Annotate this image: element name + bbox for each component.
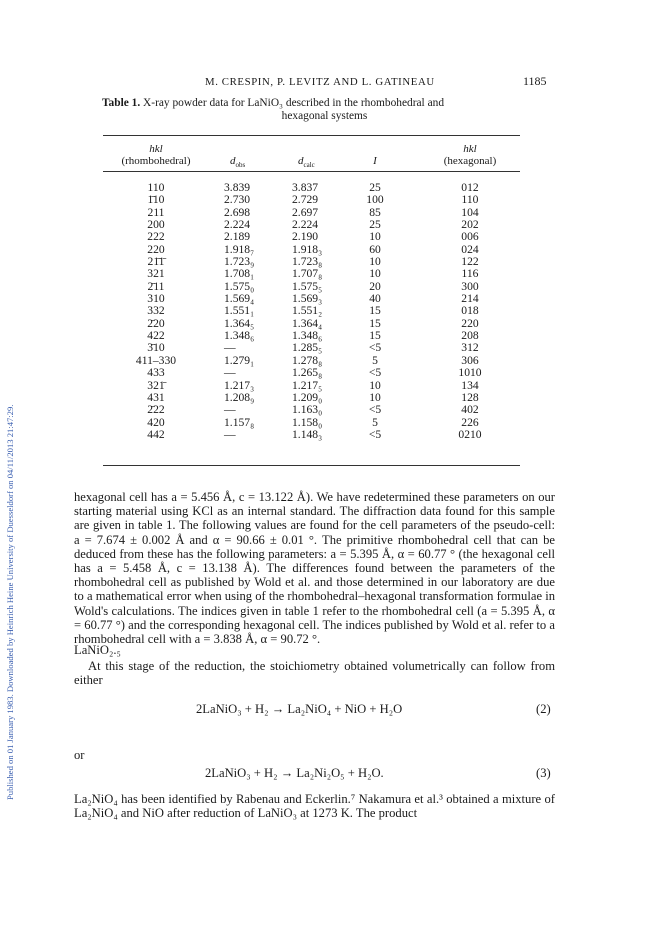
table-cell-hkl: 2̄20: [147, 316, 165, 330]
running-head: M. CRESPIN, P. LEVITZ AND L. GATINEAU: [205, 76, 435, 88]
table-cell-hex: 012: [461, 181, 479, 194]
table-cell-dobs: —: [224, 341, 236, 355]
table-cell-hex: 202: [461, 218, 479, 232]
table-cell-hex: 208: [461, 329, 479, 343]
table-cell-dcalc: 1.723₈: [292, 255, 323, 269]
table-cell-hkl: 321̄: [147, 378, 165, 392]
table-cell-i: 25: [369, 181, 381, 194]
table-cell-dobs: —: [224, 427, 236, 441]
table-cell-i: <5: [368, 366, 382, 380]
table-cell-i: 100: [366, 193, 384, 207]
column-hkl-rhombohedral: [108, 182, 204, 441]
table-cell-i: 5: [372, 353, 378, 367]
table-cell-dcalc: 1.265₈: [292, 366, 323, 380]
table-cell-i: 15: [369, 329, 381, 343]
table-cell-hkl: 422: [147, 329, 165, 343]
header-d-obs: $d_{obs}$: [230, 155, 246, 170]
table-cell-dobs: —: [224, 366, 236, 380]
equation-3: 2LaNiO₃ + H₂ → La₂Ni₂O₅ + H₂O.: [205, 766, 384, 780]
table-caption-label: Table 1.: [102, 97, 141, 109]
table-cell-dobs: 1.208₉: [224, 390, 255, 404]
column-intensity: [355, 182, 395, 441]
table-cell-i: 60: [369, 242, 381, 256]
table-cell-dcalc: 1.158₀: [292, 415, 323, 429]
table-cell-hex: 024: [461, 242, 479, 256]
table-caption-line2: hexagonal systems: [281, 110, 368, 122]
table-cell-dobs: 2.224: [224, 218, 251, 232]
table-cell-dobs: 1.157₈: [224, 415, 255, 429]
table-top-rule: [103, 135, 520, 136]
header-hkl-hexagonal: hkl (hexagonal): [443, 143, 497, 167]
table-cell-dobs: 2.698: [224, 205, 251, 219]
table-cell-hex: 116: [461, 267, 479, 281]
table-cell-hkl: 442: [147, 427, 165, 441]
table-cell-hex: 110: [461, 193, 479, 207]
table-cell-dcalc: 1.209₀: [292, 390, 323, 404]
table-cell-dcalc: 2.190: [292, 230, 319, 244]
table-cell-dcalc: 1.278₈: [292, 353, 323, 367]
table-cell-hkl: 3̄10: [147, 341, 165, 355]
table-cell-hkl: 411–330: [135, 353, 177, 367]
header-hkl-rhombohedral: hkl (rhombohedral): [121, 143, 191, 167]
table-cell-dcalc: 2.697: [292, 205, 319, 219]
table-cell-hex: 122: [461, 255, 479, 269]
table-cell-i: 15: [369, 304, 381, 318]
table-cell-hex: 134: [461, 378, 479, 392]
table-cell-i: 25: [369, 218, 381, 232]
table-cell-i: <5: [368, 341, 382, 355]
paragraph-la2nio4: La₂NiO₄ has been identified by Rabenau and Eckerlin.⁷ Nakamura et al.³ obtained a mixture of La₂NiO₄ and NiO after reduction of LaNiO₃ at 1273 K. The product: [74, 792, 555, 821]
table-cell-dobs: 1.575₀: [224, 279, 255, 293]
header-intensity: I: [373, 155, 377, 167]
table-cell-hkl: 1̄10: [147, 193, 165, 207]
table-cell-dcalc: 1.148₃: [292, 427, 323, 441]
equation-2-number: (2): [536, 702, 551, 716]
table-cell-hex: 312: [461, 341, 479, 355]
table-cell-hex: 018: [461, 304, 479, 318]
table-cell-hkl: 310: [147, 292, 165, 306]
table-cell-hex: 402: [461, 403, 479, 417]
table-cell-hkl: 431: [147, 390, 165, 404]
table-cell-dcalc: 1.285₅: [292, 341, 323, 355]
table-cell-dcalc: 3.837: [292, 181, 319, 194]
table-cell-hex: 306: [461, 353, 479, 367]
download-watermark-text: Published on 01 January 1983. Downloaded by Heinrich Heine University of Duesseldorf on 04/11/2013 21:47:29.: [5, 404, 15, 800]
or-text: or: [74, 748, 85, 762]
table-cell-dobs: 1.723₉: [224, 255, 255, 269]
table-cell-hex: 226: [461, 415, 479, 429]
column-d-calc: [292, 182, 352, 441]
table-cell-hex: 104: [461, 205, 479, 219]
table-cell-dcalc: 1.348₆: [292, 329, 323, 343]
equation-2: 2LaNiO₃ + H₂ → La₂NiO₄ + NiO + H₂O: [196, 702, 403, 716]
table-cell-dobs: 1.551₁: [224, 304, 255, 318]
table-cell-i: 10: [369, 390, 381, 404]
table-cell-dobs: 2.730: [224, 193, 251, 207]
table-cell-dobs: 1.279₁: [224, 353, 255, 367]
table-cell-dcalc: 2.224: [292, 218, 319, 232]
table-cell-dcalc: 1.707₈: [292, 267, 323, 281]
table-cell-i: 85: [369, 205, 381, 219]
table-cell-dobs: 1.217₃: [224, 378, 255, 392]
paragraph-reduction: At this stage of the reduction, the stoichiometry obtained volumetrically can follow from either: [74, 659, 555, 688]
table-cell-dobs: 1.569₄: [224, 292, 255, 306]
table-cell-hkl: 211: [147, 205, 165, 219]
table-cell-dobs: 3.839: [224, 181, 251, 194]
table-cell-dcalc: 1.918₃: [292, 242, 323, 256]
table-cell-dcalc: 1.364₄: [292, 316, 323, 330]
table-cell-hex: 1010: [458, 366, 482, 380]
table-cell-dobs: 1.708₁: [224, 267, 255, 281]
table-cell-hkl: 420: [147, 415, 165, 429]
table-cell-hkl: 332: [147, 304, 165, 318]
table-cell-dcalc: 1.163₀: [292, 403, 323, 417]
table-cell-i: 10: [369, 378, 381, 392]
table-cell-dcalc: 2.729: [292, 193, 319, 207]
table-cell-hkl: 433: [147, 366, 165, 380]
table-cell-hkl: 220: [147, 242, 165, 256]
equation-3-number: (3): [536, 766, 551, 780]
table-cell-hkl: 110: [147, 181, 165, 194]
table-cell-hex: 220: [461, 316, 479, 330]
table-cell-i: 15: [369, 316, 381, 330]
table-cell-hex: 0210: [458, 427, 482, 441]
table-cell-hex: 300: [461, 279, 479, 293]
table-cell-hkl: 2̄22: [147, 403, 165, 417]
page-number: 1185: [523, 74, 547, 88]
table-cell-i: 40: [369, 292, 381, 306]
table-header-rule: [103, 171, 520, 172]
table-cell-hkl: 321: [147, 267, 165, 281]
table-cell-hex: 128: [461, 390, 479, 404]
table-cell-hkl: 222: [147, 230, 165, 244]
table-cell-dobs: —: [224, 403, 236, 417]
table-cell-dobs: 1.918₇: [224, 242, 255, 256]
table-cell-dobs: 1.348₆: [224, 329, 255, 343]
table-cell-dcalc: 1.217₅: [292, 378, 323, 392]
table-cell-dcalc: 1.551₂: [292, 304, 323, 318]
table-cell-i: 5: [372, 415, 378, 429]
table-cell-i: 10: [369, 267, 381, 281]
table-cell-dcalc: 1.569₃: [292, 292, 323, 306]
table-caption-line1: X-ray powder data for LaNiO₃ described in the rhombohedral and: [140, 97, 445, 109]
download-watermark: [4, 100, 18, 800]
column-d-obs: [224, 182, 284, 441]
table-cell-dobs: 1.364₅: [224, 316, 255, 330]
table-cell-i: 10: [369, 230, 381, 244]
section-heading: LaNiO₂.₅: [74, 643, 121, 657]
table-cell-i: <5: [368, 427, 382, 441]
paragraph-cell-parameters: hexagonal cell has a = 5.456 Å, c = 13.122 Å). We have redetermined these parameters on our starting material using KCl as an internal standard. The diffraction data found for this sample are given in table 1. The following values are found for the cell parameters of the pseudo-cell: a = 7.674 ± 0.002 Å and α = 90.66 ± 0.01 °. The primitive rhombohedral cell that can be deduced from these has the following parameters: a = 5.395 Å, α = 60.77 ° (the hexagonal cell has a = 5.458 Å, c = 13.138 Å). The differences found between the parameters of the rhombohedral cell as published by Wold et al. and those determined in our laboratory are due to a mathematical error when using of the rhombohedral–hexagonal transformation formulae in Wold's calculations. The indices given in table 1 refer to the rhombohedral cell (a = 5.395 Å, α = 60.77 °) and the corresponding hexagonal cell. The indices published by Wold et al. refer to a rhombohedral cell with a = 3.838 Å, α = 90.72 °.: [74, 490, 555, 647]
table-caption: [102, 97, 547, 123]
table-bottom-rule: [103, 465, 520, 466]
table-cell-dcalc: 1.575₅: [292, 279, 323, 293]
table-cell-hex: 214: [461, 292, 479, 306]
table-cell-dobs: 2.189: [224, 230, 251, 244]
table-cell-hkl: 2̄11: [147, 279, 165, 293]
table-cell-hkl: 21̄1̄: [147, 255, 165, 269]
column-hkl-hexagonal: [420, 182, 520, 441]
table-cell-i: 20: [369, 279, 381, 293]
table-cell-hex: 006: [461, 230, 479, 244]
table-cell-i: <5: [368, 403, 382, 417]
table-cell-i: 10: [369, 255, 381, 269]
table-cell-hkl: 200: [147, 218, 165, 232]
header-d-calc: $d_{calc}$: [298, 155, 315, 170]
